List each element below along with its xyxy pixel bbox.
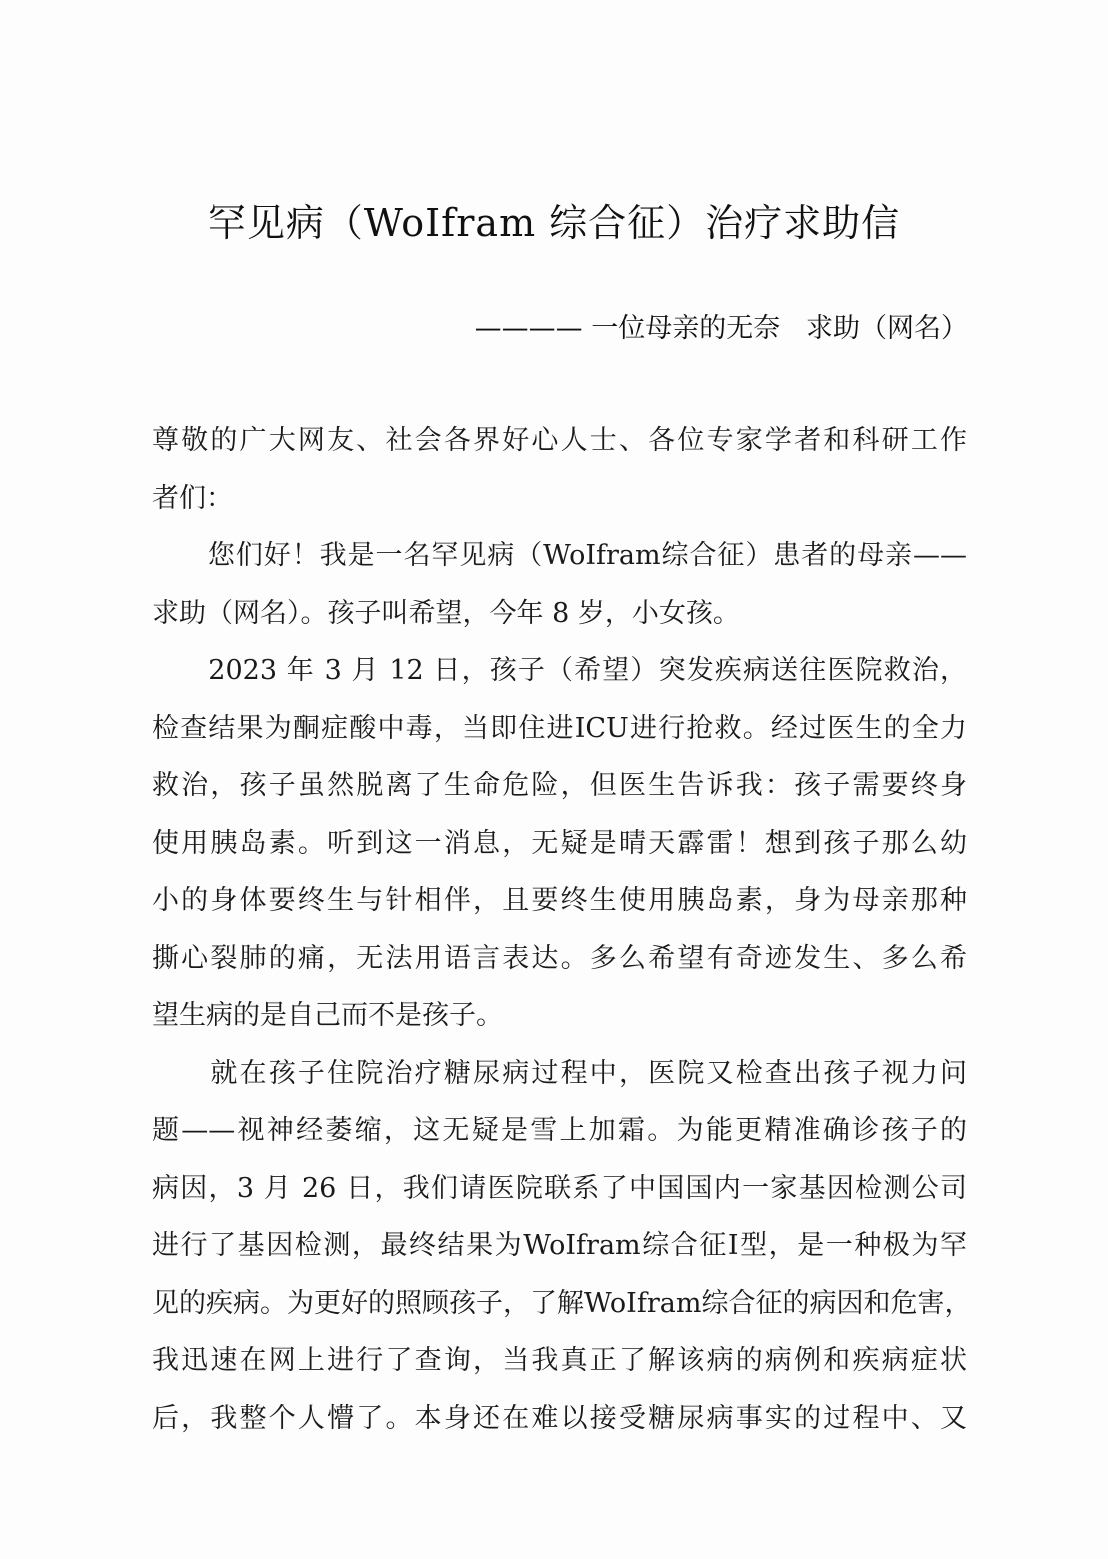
body-line: 求助（网名）。孩子叫希望，今年 8 岁，小女孩。 [152,597,740,629]
body-line: 您们好！我是一名罕见病（WoIfram综合征）患者的母亲—— [152,540,967,571]
body-line: 望生病的是自己而不是孩子。 [152,1000,503,1031]
body-line: 使用胰岛素。听到这一消息，无疑是晴天霹雷！想到孩子那么幼 [152,827,967,859]
body-line: 题——视神经萎缩，这无疑是雪上加霜。为能更精准确诊孩子的 [152,1115,967,1146]
document-subtitle: ———— 一位母亲的无奈 求助（网名） [474,313,968,344]
body-line: 后，我整个人懵了。本身还在难以接受糖尿病事实的过程中、又 [152,1402,967,1434]
body-line: 救治，孩子虽然脱离了生命危险，但医生告诉我：孩子需要终身 [152,770,967,801]
body-line: 我迅速在网上进行了查询，当我真正了解该病的病例和疾病症状 [152,1345,967,1376]
body-line: 小的身体要终生与针相伴，且要终生使用胰岛素，身为母亲那种 [152,885,967,916]
document-title: 罕见病（WoIfram 综合征）治疗求助信 [207,201,901,245]
body-line: 就在孩子住院治疗糖尿病过程中，医院又检查出孩子视力问 [152,1057,967,1089]
body-line: 见的疾病。为更好的照顾孩子，了解WoIfram综合征的病因和危害， [152,1287,972,1319]
body-line: 进行了基因检测，最终结果为WoIfram综合征I型，是一种极为罕 [152,1230,967,1261]
body-line: 者们： [152,482,233,514]
body-line: 病因，3 月 26 日，我们请医院联系了中国国内一家基因检测公司 [152,1172,967,1204]
body-line: 检查结果为酮症酸中毒，当即住进ICU进行抢救。经过医生的全力 [152,712,967,744]
body-line: 2023 年 3 月 12 日，孩子（希望）突发疾病送往医院救治， [152,655,967,686]
body-line: 撕心裂肺的痛，无法用语言表达。多么希望有奇迹发生、多么希 [152,942,967,974]
body-line: 尊敬的广大网友、社会各界好心人士、各位专家学者和科研工作 [152,425,967,456]
letter-body [152,412,972,1447]
